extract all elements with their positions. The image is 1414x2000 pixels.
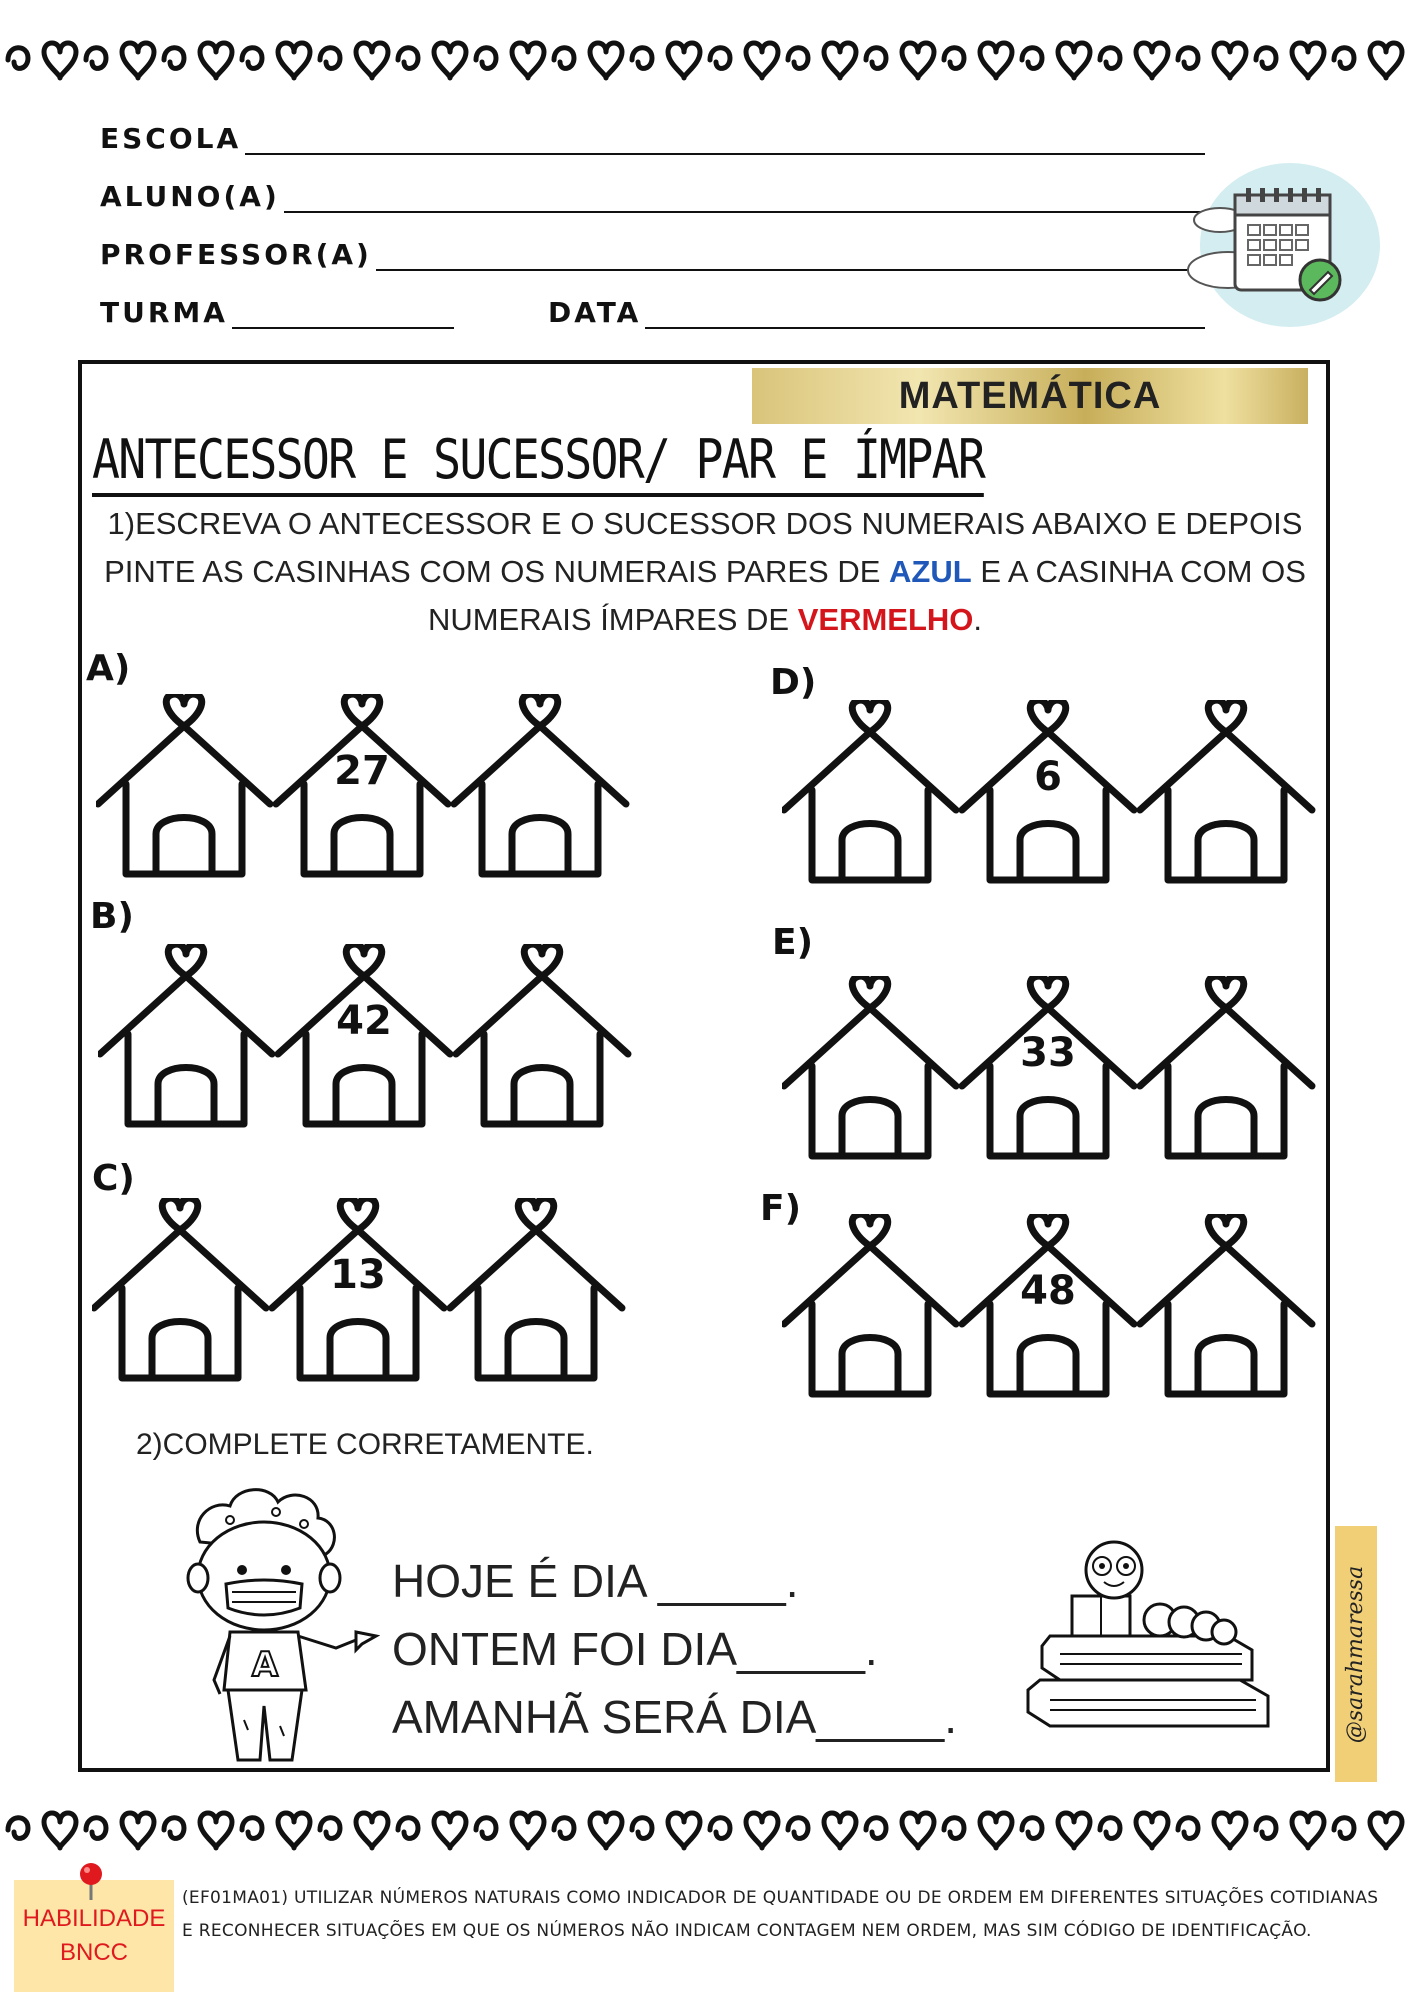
student-label: ALUNO(A) xyxy=(100,180,280,213)
house-number[interactable] xyxy=(962,700,1134,880)
exercise-label-f: F) xyxy=(760,1188,802,1229)
house-successor[interactable] xyxy=(1140,700,1312,880)
house-successor[interactable] xyxy=(1140,1214,1312,1394)
border-heart-icon xyxy=(86,1813,154,1848)
exercise-label-d: D) xyxy=(770,662,817,703)
border-heart-icon xyxy=(554,43,622,78)
school-field[interactable] xyxy=(100,122,1205,155)
page-title: ANTECESSOR E SUCESSOR/ PAR E ÍMPAR xyxy=(92,428,984,497)
calendar-icon xyxy=(1180,150,1380,340)
border-heart-icon xyxy=(710,43,778,78)
today-line[interactable]: HOJE É DIA _____. xyxy=(392,1555,799,1607)
teacher-label: PROFESSOR(A) xyxy=(100,238,372,271)
house-successor[interactable] xyxy=(456,944,628,1124)
instruction-azul: AZUL xyxy=(889,554,972,589)
house-successor[interactable] xyxy=(450,1198,622,1378)
border-heart-icon xyxy=(710,1813,778,1848)
border-heart-icon xyxy=(1100,43,1168,78)
houses-row-d[interactable] xyxy=(782,700,1322,890)
border-heart-icon xyxy=(788,1813,856,1848)
question2-label: 2)COMPLETE CORRETAMENTE. xyxy=(136,1428,594,1461)
border-heart-icon xyxy=(1334,43,1402,78)
credit-tag xyxy=(1335,1526,1377,1782)
border-heart-icon xyxy=(1256,43,1324,78)
teacher-field[interactable] xyxy=(100,238,1206,271)
border-heart-icon xyxy=(632,43,700,78)
bottom-decorative-border xyxy=(0,1800,1414,1860)
border-heart-icon xyxy=(1256,1813,1324,1848)
pushpin-icon xyxy=(76,1862,106,1902)
instruction-vermelho: VERMELHO xyxy=(797,602,974,637)
border-heart-icon xyxy=(320,1813,388,1848)
bncc-note-line1: HABILIDADE xyxy=(22,1905,166,1932)
border-heart-icon xyxy=(554,1813,622,1848)
border-heart-icon xyxy=(476,43,544,78)
houses-row-f[interactable] xyxy=(782,1214,1322,1404)
house-predecessor[interactable] xyxy=(94,1198,266,1378)
border-heart-icon xyxy=(476,1813,544,1848)
kid-shirt-letter: A xyxy=(251,1645,279,1685)
top-decorative-border xyxy=(0,30,1414,90)
houses-row-a[interactable] xyxy=(96,694,636,884)
border-heart-icon xyxy=(86,43,154,78)
house-number: 48 xyxy=(1020,1268,1076,1314)
house-number: 42 xyxy=(336,998,392,1044)
school-label: ESCOLA xyxy=(100,122,242,155)
border-heart-icon xyxy=(164,1813,232,1848)
border-heart-icon xyxy=(788,43,856,78)
instruction-part1: 1)ESCREVA O ANTECESSOR E O SUCESSOR DOS NUMERAIS ABAIXO E DEPOIS PINTE AS CASINHAS COM OS NUMERAIS PARES DE xyxy=(104,506,1303,589)
border-heart-icon xyxy=(866,43,934,78)
exercise-label-c: C) xyxy=(92,1158,135,1199)
yesterday-line[interactable]: ONTEM FOI DIA_____. xyxy=(392,1623,878,1675)
border-heart-icon xyxy=(8,43,76,78)
subject-label: MATEMÁTICA xyxy=(898,374,1162,417)
house-number[interactable] xyxy=(962,1214,1134,1394)
instruction-part2: E A CASINHA COM OS NUMERAIS ÍMPARES DE xyxy=(427,554,1306,637)
border-heart-icon xyxy=(1178,1813,1246,1848)
house-predecessor[interactable] xyxy=(784,976,956,1156)
border-heart-icon xyxy=(8,1813,76,1848)
border-heart-icon xyxy=(1022,43,1090,78)
house-predecessor[interactable] xyxy=(784,700,956,880)
border-heart-icon xyxy=(1022,1813,1090,1848)
student-field[interactable] xyxy=(100,180,1202,213)
border-heart-icon xyxy=(944,1813,1012,1848)
date-field[interactable] xyxy=(548,296,1205,329)
house-number[interactable] xyxy=(962,976,1134,1156)
house-number[interactable] xyxy=(278,944,450,1124)
border-heart-icon xyxy=(320,43,388,78)
houses-row-e[interactable] xyxy=(782,976,1322,1166)
tomorrow-line[interactable]: AMANHÃ SERÁ DIA_____. xyxy=(392,1691,958,1743)
house-number: 33 xyxy=(1020,1030,1076,1076)
houses-row-c[interactable] xyxy=(92,1198,632,1388)
house-number: 6 xyxy=(1034,754,1062,800)
border-heart-icon xyxy=(398,1813,466,1848)
house-successor[interactable] xyxy=(1140,976,1312,1156)
exercise-label-a: A) xyxy=(86,648,131,689)
border-heart-icon xyxy=(242,43,310,78)
kid-pointing-illustration xyxy=(180,1480,380,1770)
border-heart-icon xyxy=(866,1813,934,1848)
border-heart-icon xyxy=(1334,1813,1402,1848)
border-heart-icon xyxy=(944,43,1012,78)
bncc-skill-text: (EF01MA01) UTILIZAR NÚMEROS NATURAIS COMO INDICADOR DE QUANTIDADE OU DE ORDEM EM DIFERENTES SITUAÇÕES COTIDIANAS E RECONHECER SITUAÇÕES EM QUE OS NÚMEROS NÃO INDICAM CONTAGEM NEM ORDEM, MAS SIM CÓDIGO DE IDENTIFICAÇÃO. xyxy=(182,1888,1379,1941)
border-heart-icon xyxy=(632,1813,700,1848)
bncc-note-line2: BNCC xyxy=(59,1939,128,1966)
border-heart-icon xyxy=(398,43,466,78)
border-heart-icon xyxy=(1100,1813,1168,1848)
class-field[interactable] xyxy=(100,296,454,329)
houses-row-b[interactable] xyxy=(98,944,638,1134)
date-label: DATA xyxy=(548,296,642,329)
exercise-label-e: E) xyxy=(772,922,814,963)
house-predecessor[interactable] xyxy=(100,944,272,1124)
house-number[interactable] xyxy=(272,1198,444,1378)
house-predecessor[interactable] xyxy=(784,1214,956,1394)
instruction-text xyxy=(90,500,1320,644)
border-heart-icon xyxy=(1178,43,1246,78)
house-successor[interactable] xyxy=(454,694,626,874)
class-label: TURMA xyxy=(100,296,228,329)
house-number: 27 xyxy=(334,748,390,794)
house-predecessor[interactable] xyxy=(98,694,270,874)
house-number[interactable] xyxy=(276,694,448,874)
house-number: 13 xyxy=(330,1252,386,1298)
exercise-label-b: B) xyxy=(90,896,134,937)
credit-text: @sarahmaressa xyxy=(1343,1565,1369,1743)
border-heart-icon xyxy=(242,1813,310,1848)
worm-on-books-illustration xyxy=(1020,1540,1280,1740)
border-heart-icon xyxy=(164,43,232,78)
subject-tape xyxy=(752,368,1308,424)
instruction-end: . xyxy=(973,602,983,637)
